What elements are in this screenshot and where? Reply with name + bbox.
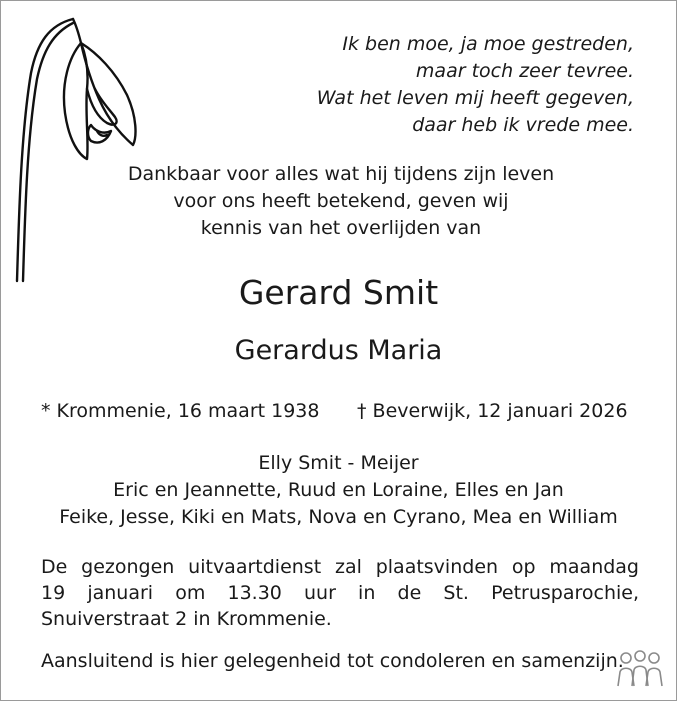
service-line: 19 januari om 13.30 uur in de St. Petrusparochie,: [41, 582, 639, 604]
poem-line: daar heb ik vrede mee.: [412, 114, 634, 136]
poem-line: maar toch zeer tevree.: [415, 60, 634, 82]
service-line: Snuiverstraat 2 in Krommenie.: [41, 608, 332, 630]
poem-line: Wat het leven mij heeft gegeven,: [316, 87, 634, 109]
intro-line: voor ons heeft betekend, geven wij: [173, 190, 509, 212]
service-line: De gezongen uitvaartdienst zal plaatsvinden op maandag: [41, 556, 639, 578]
family-line: Elly Smit - Meijer: [258, 452, 419, 474]
closing-text: Aansluitend is hier gelegenheid tot condoleren en samenzijn.: [41, 650, 624, 672]
family-list: [1, 450, 676, 531]
intro-line: kennis van het overlijden van: [200, 217, 482, 239]
poem-line: Ik ben moe, ja moe gestreden,: [342, 33, 634, 55]
snowdrop-icon: [15, 13, 155, 283]
deceased-given-names: Gerardus Maria: [234, 335, 443, 366]
service-info: [41, 554, 639, 632]
birth-info: * Krommenie, 16 maart 1938: [41, 400, 320, 422]
intro-text: [81, 161, 601, 242]
family-line: Feike, Jesse, Kiki en Mats, Nova en Cyrano, Mea en William: [59, 506, 618, 528]
family-line: Eric en Jeannette, Ruud en Loraine, Elles en Jan: [113, 479, 564, 501]
poem: [317, 31, 634, 139]
deceased-name: Gerard Smit: [238, 273, 439, 312]
death-info: † Beverwijk, 12 januari 2026: [357, 400, 628, 422]
intro-line: Dankbaar voor alles wat hij tijdens zijn leven: [127, 163, 555, 185]
people-group-icon: [614, 648, 666, 688]
